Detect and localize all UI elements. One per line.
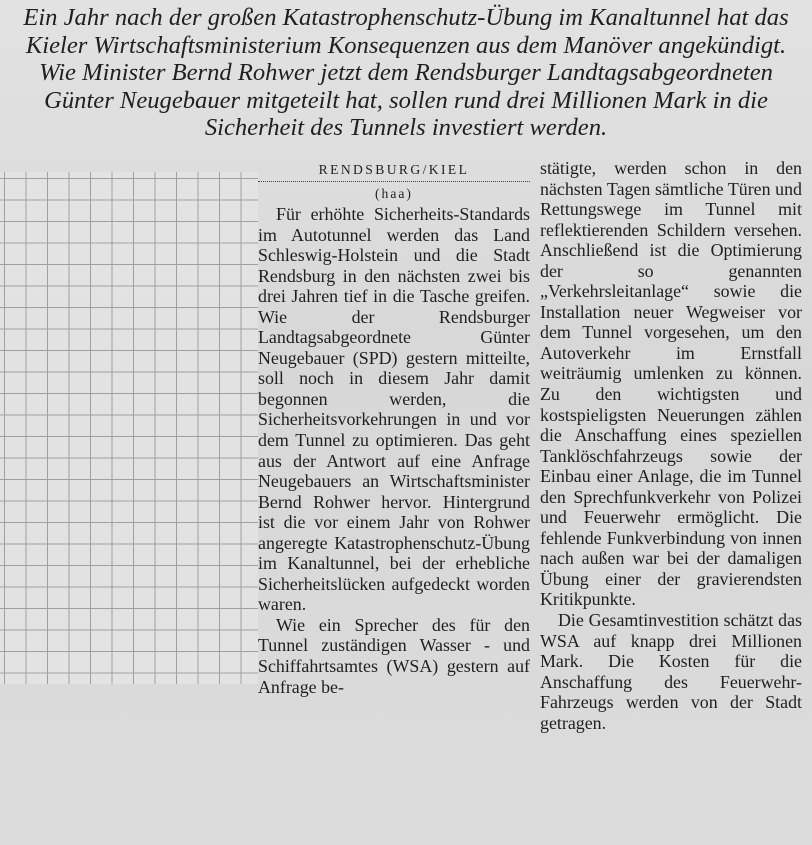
article-paragraph-2-start: Wie ein Sprecher des für den Tunnel zuständigen Wasser - und Schiffahrtsamtes (WSA) gestern auf Anfrage be- xyxy=(258,614,530,697)
dateline: RENDSBURG/KIEL xyxy=(318,162,470,177)
article-paragraph-1: Für erhöhte Sicherheits-Standards im Autotunnel werden das Land Schleswig-Holstein und die Stadt Rendsburg in den nächsten zwei bis drei Jahren tief in die Tasche greifen. Wie der Rendsburger Landtagsabgeordnete Günter Neugebauer (SPD) gestern mitteilte, soll noch in diesem Jahr damit begonnen werden, die Sicherheitsvorkehrungen in und vor dem Tunnel zu optimieren. Das geht aus der Antwort auf eine Anfrage Neugebauers an Wirtschaftsminister Bernd Rohwer hervor. Hintergrund ist die vor einem Jahr von Rohwer angeregte Katastrophenschutz-Übung im Kanaltunnel, bei der erhebliche Sicherheitslücken aufgedeckt worden waren. xyxy=(258,204,530,615)
article-column-right xyxy=(540,158,802,733)
article-lead: Ein Jahr nach der großen Katastrophenschutz-Übung im Kanaltunnel hat das Kieler Wirtschaftsministerium Konsequenzen aus dem Manöver angekündigt. Wie Minister Bernd Rohwer jetzt dem Rendsburger Landtagsabgeordneten Günter Neugebauer mitgeteilt hat, sollen rund drei Millionen Mark in die Sicherheit des Tunnels investiert werden. xyxy=(23,4,789,142)
grid-paper-background xyxy=(0,172,258,684)
article-column-left xyxy=(258,158,530,697)
article-paragraph-2-end: stätigte, werden schon in den nächsten Tagen sämtliche Türen und Rettungswege im Tunnel mit reflektierenden Schildern versehen. Anschließend ist die Optimierung der so genannten „Verkehrsleitanlage“ sowie die Installation neuer Wegweiser vor dem Tunnel vorgesehen, um den Autoverkehr im Ernstfall weiträumig umlenken zu können. Zu den wichtigsten und kostspieligsten Neuerungen zählen die Anschaffung eines speziellen Tanklöschfahrzeugs sowie der Einbau einer Anlage, die im Tunnel den Sprechfunkverkehr von Polizei und Feuerwehr ermöglicht. Die fehlende Funkverbindung von innen nach außen war bei der damaligen Übung einer der gravierendsten Kritikpunkte. xyxy=(540,158,802,610)
author-initials: (haa) xyxy=(375,186,413,201)
dotted-divider xyxy=(258,181,530,182)
article-paragraph-3: Die Gesamtinvestition schätzt das WSA auf knapp drei Millionen Mark. Die Kosten für die Anschaffung des Feuerwehr-Fahrzeugs werden von der Stadt getragen. xyxy=(540,610,802,733)
